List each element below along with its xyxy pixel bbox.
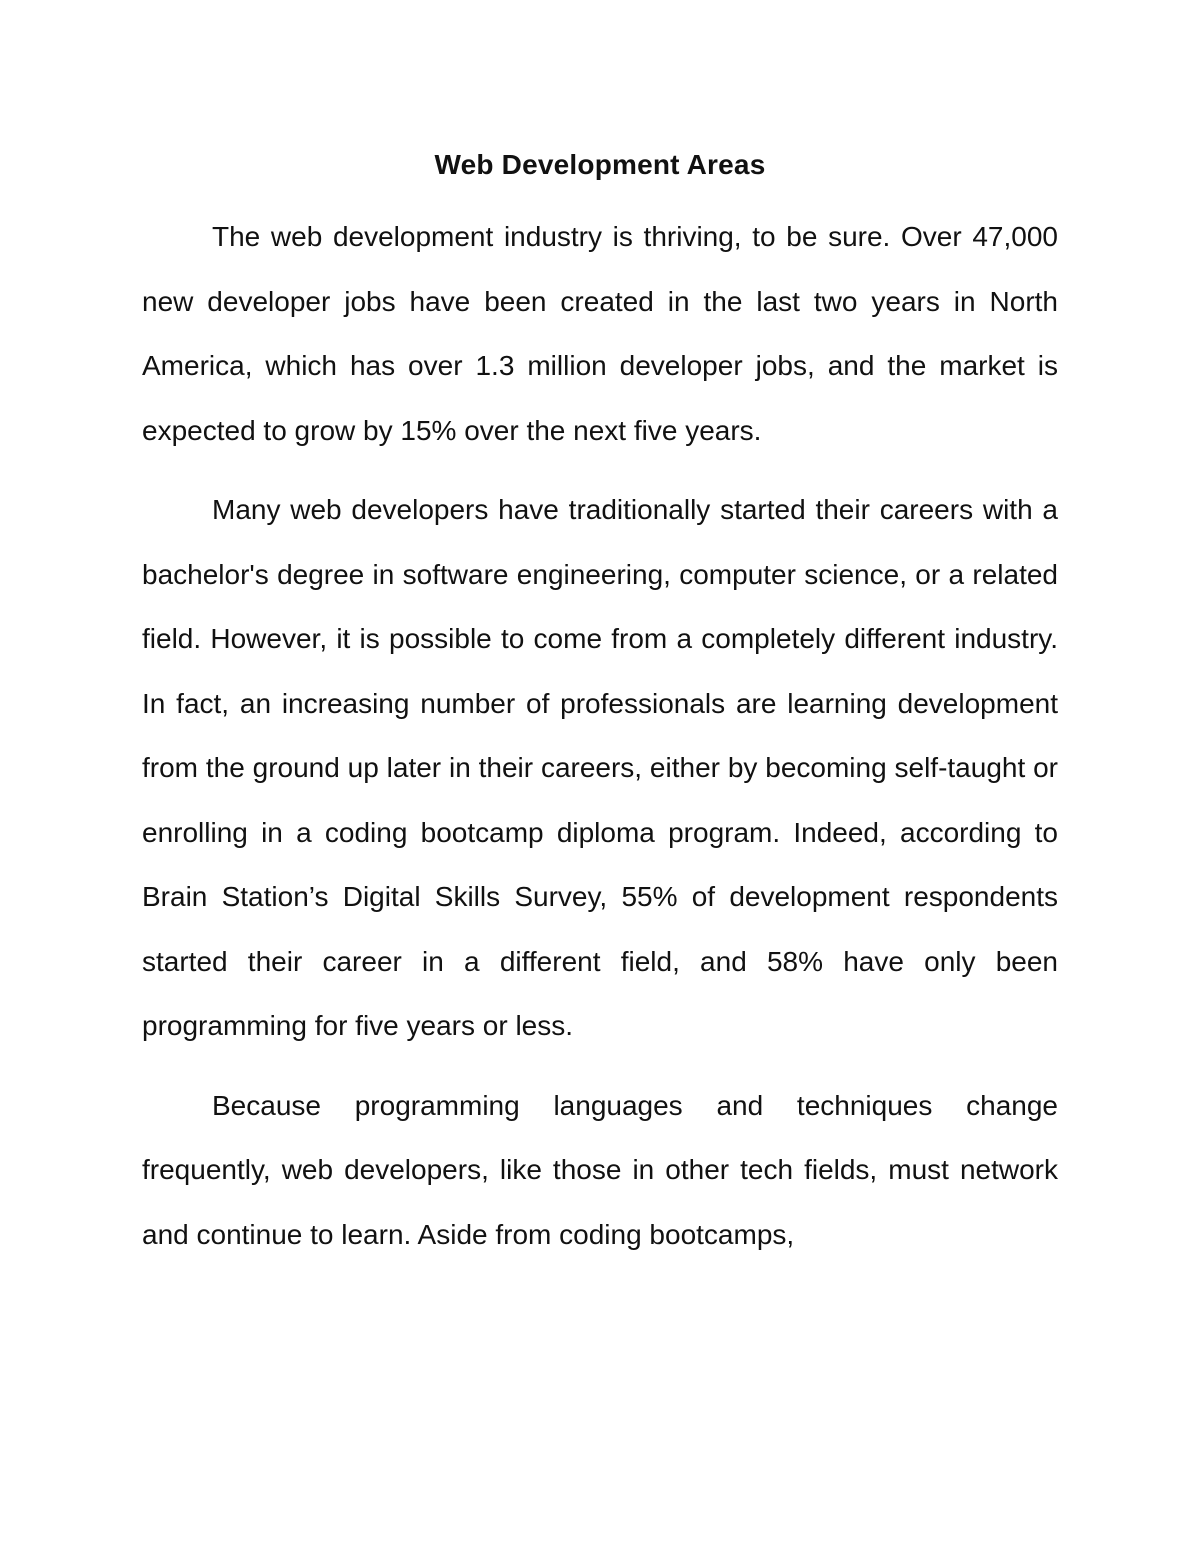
document-body: [142, 140, 1058, 1267]
paragraph-1: The web development industry is thriving, to be sure. Over 47,000 new developer jobs have been created in the last two years in North America, which has over 1.3 million developer jobs, and the market is expected to grow by 15% over the next five years.: [142, 221, 1058, 446]
paragraph-3: Because programming languages and techniques change frequently, web developers, like those in other tech fields, must network and continue to learn. Aside from coding bootcamps,: [142, 1089, 1058, 1250]
paragraph-2: Many web developers have traditionally started their careers with a bachelor's degree in software engineering, computer science, or a related field. However, it is possible to come from a completely different industry. In fact, an increasing number of professionals are learning development from the ground up later in their careers, either by becoming self-taught or enrolling in a coding bootcamp diploma program. Indeed, according to Brain Station’s Digital Skills Survey, 55% of development respondents started their career in a different field, and 58% have only been programming for five years or less.: [142, 494, 1058, 1041]
document-title: Web Development Areas: [434, 149, 766, 180]
